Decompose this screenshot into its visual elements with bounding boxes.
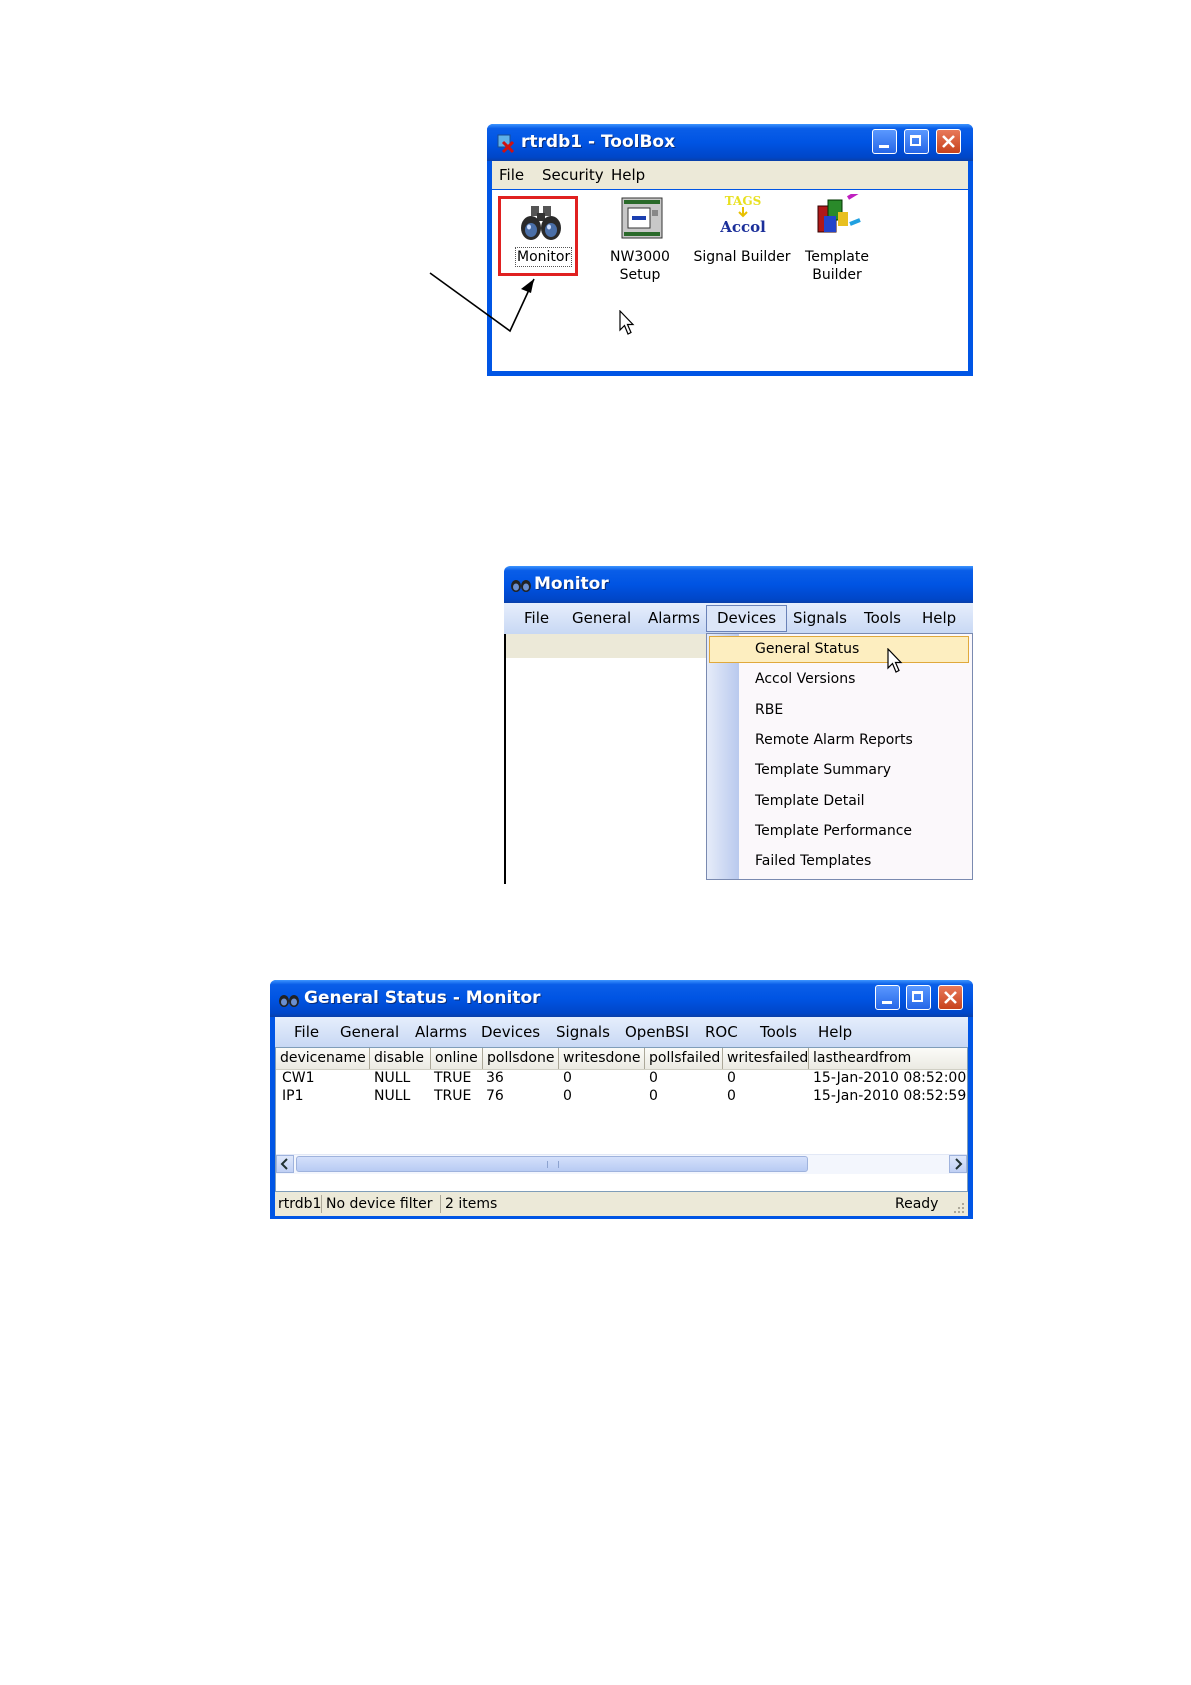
monitor-menu-general[interactable]: General xyxy=(572,609,632,627)
general-status-window xyxy=(270,980,973,1219)
dropdown-item-failed-templates[interactable]: Failed Templates xyxy=(755,853,872,869)
cell-pollsdone: 36 xyxy=(486,1070,504,1086)
template-builder-tool[interactable] xyxy=(792,194,882,284)
annotation-arrow xyxy=(420,265,540,345)
status-divider xyxy=(321,1195,322,1213)
signal-builder-label: Signal Builder xyxy=(693,249,791,265)
close-button[interactable] xyxy=(938,985,963,1010)
status-db: rtrdb1 xyxy=(278,1196,322,1212)
col-disable[interactable]: disable xyxy=(370,1048,431,1069)
dropdown-item-accol-versions[interactable]: Accol Versions xyxy=(755,671,856,687)
cell-pollsfailed: 0 xyxy=(649,1070,658,1086)
monitor-tool[interactable] xyxy=(498,196,578,276)
status-table-header xyxy=(276,1048,967,1070)
minimize-button[interactable] xyxy=(875,985,900,1010)
toolbox-title-bar[interactable] xyxy=(487,124,973,161)
monitor-menu-tools[interactable]: Tools xyxy=(864,609,901,627)
svg-text:TAGS: TAGS xyxy=(724,194,762,208)
toolbox-window xyxy=(487,124,973,376)
close-button[interactable] xyxy=(936,129,961,154)
cell-devicename: IP1 xyxy=(282,1088,304,1104)
horizontal-scrollbar[interactable] xyxy=(276,1154,967,1174)
gs-menu-roc[interactable]: ROC xyxy=(705,1023,738,1041)
dropdown-item-remote-alarm-reports[interactable]: Remote Alarm Reports xyxy=(755,732,913,748)
menu-file[interactable]: File xyxy=(499,166,525,184)
nw3000-label: NW3000 Setup xyxy=(610,249,670,283)
cell-pollsfailed: 0 xyxy=(649,1088,658,1104)
cell-writesdone: 0 xyxy=(563,1088,572,1104)
toolbox-menubar xyxy=(492,161,968,189)
maximize-icon xyxy=(910,135,921,146)
cell-writesfailed: 0 xyxy=(727,1088,736,1104)
gs-menu-openbsi[interactable]: OpenBSI xyxy=(625,1023,690,1041)
general-status-menubar xyxy=(275,1017,968,1047)
dropdown-item-rbe[interactable]: RBE xyxy=(755,702,784,718)
devices-dropdown-menu xyxy=(706,633,973,880)
monitor-label: Monitor xyxy=(517,249,571,265)
minimize-icon xyxy=(882,1001,892,1004)
dropdown-gutter xyxy=(707,634,739,879)
cell-writesdone: 0 xyxy=(563,1070,572,1086)
svg-text:Accol: Accol xyxy=(720,218,766,236)
col-online[interactable]: online xyxy=(431,1048,483,1069)
tags-accol-icon xyxy=(720,194,766,240)
general-status-title: General Status - Monitor xyxy=(304,988,541,1008)
monitor-menu-file[interactable]: File xyxy=(524,609,550,627)
general-status-title-bar[interactable] xyxy=(270,980,973,1017)
maximize-button[interactable] xyxy=(904,129,929,154)
minimize-icon xyxy=(879,145,889,148)
monitor-app-icon xyxy=(510,575,532,593)
toolbox-app-icon xyxy=(495,132,517,154)
binoculars-icon xyxy=(520,203,562,241)
maximize-icon xyxy=(912,991,923,1002)
dropdown-item-template-performance[interactable]: Template Performance xyxy=(755,823,913,839)
monitor-menu-devices[interactable]: Devices xyxy=(706,605,787,632)
toolbox-title: rtrdb1 - ToolBox xyxy=(521,132,676,152)
cell-online: TRUE xyxy=(434,1088,472,1104)
monitor-menu-signals[interactable]: Signals xyxy=(793,609,847,627)
template-blocks-icon xyxy=(814,194,862,240)
table-row[interactable] xyxy=(276,1088,967,1106)
resize-grip-icon[interactable] xyxy=(951,1200,965,1214)
monitor-menu-help[interactable]: Help xyxy=(922,609,957,627)
menu-help[interactable]: Help xyxy=(611,166,646,184)
gs-menu-alarms[interactable]: Alarms xyxy=(415,1023,467,1041)
cell-writesfailed: 0 xyxy=(727,1070,736,1086)
mouse-pointer-icon xyxy=(887,648,903,674)
template-builder-label: Template Builder xyxy=(805,249,869,283)
status-bar xyxy=(275,1192,968,1216)
cell-lastheardfrom: 15-Jan-2010 08:52:00 xyxy=(813,1070,967,1086)
toolbox-client-area xyxy=(492,190,968,371)
close-icon xyxy=(943,990,958,1005)
gs-menu-signals[interactable]: Signals xyxy=(556,1023,610,1041)
grip-icon xyxy=(547,1161,559,1168)
nw3000-setup-tool[interactable] xyxy=(600,194,680,284)
chevron-left-icon xyxy=(277,1156,293,1172)
table-row[interactable] xyxy=(276,1070,967,1088)
col-writesfailed[interactable]: writesfailed xyxy=(723,1048,809,1069)
gs-menu-tools[interactable]: Tools xyxy=(760,1023,797,1041)
monitor-app-icon xyxy=(278,990,300,1008)
monitor-title-bar[interactable] xyxy=(504,566,973,603)
gs-menu-general[interactable]: General xyxy=(340,1023,400,1041)
cell-disable: NULL xyxy=(374,1088,411,1104)
signal-builder-tool[interactable] xyxy=(692,194,792,284)
col-writesdone[interactable]: writesdone xyxy=(559,1048,645,1069)
scroll-right-button[interactable] xyxy=(949,1155,967,1173)
menu-security[interactable]: Security xyxy=(542,166,604,184)
cell-online: TRUE xyxy=(434,1070,472,1086)
dropdown-item-template-detail[interactable]: Template Detail xyxy=(755,793,865,809)
dropdown-item-label-general-status[interactable]: General Status xyxy=(755,641,860,657)
close-icon xyxy=(941,134,956,149)
monitor-window xyxy=(504,566,973,884)
gs-menu-file[interactable]: File xyxy=(294,1023,320,1041)
col-pollsdone[interactable]: pollsdone xyxy=(483,1048,559,1069)
maximize-button[interactable] xyxy=(906,985,931,1010)
scroll-thumb[interactable] xyxy=(296,1156,808,1172)
cell-disable: NULL xyxy=(374,1070,411,1086)
scroll-left-button[interactable] xyxy=(276,1155,294,1173)
monitor-menu-alarms[interactable]: Alarms xyxy=(648,609,700,627)
monitor-title: Monitor xyxy=(534,574,609,594)
general-status-client xyxy=(275,1047,968,1192)
chevron-right-icon xyxy=(950,1156,966,1172)
nw3000-device-icon xyxy=(620,196,664,240)
status-divider xyxy=(440,1195,441,1213)
col-devicename[interactable]: devicename xyxy=(276,1048,370,1069)
gs-menu-devices[interactable]: Devices xyxy=(481,1023,541,1041)
cell-devicename: CW1 xyxy=(282,1070,315,1086)
cell-lastheardfrom: 15-Jan-2010 08:52:59 xyxy=(813,1088,967,1104)
status-state: Ready xyxy=(895,1196,939,1212)
status-count: 2 items xyxy=(445,1196,498,1212)
cell-pollsdone: 76 xyxy=(486,1088,504,1104)
col-lastheardfrom[interactable]: lastheardfrom xyxy=(813,1050,912,1066)
col-pollsfailed[interactable]: pollsfailed xyxy=(645,1048,723,1069)
minimize-button[interactable] xyxy=(872,129,897,154)
mouse-pointer-icon xyxy=(619,310,635,336)
gs-menu-help[interactable]: Help xyxy=(818,1023,853,1041)
monitor-menubar xyxy=(504,603,973,634)
dropdown-item-template-summary[interactable]: Template Summary xyxy=(755,762,891,778)
status-filter: No device filter xyxy=(326,1196,433,1212)
